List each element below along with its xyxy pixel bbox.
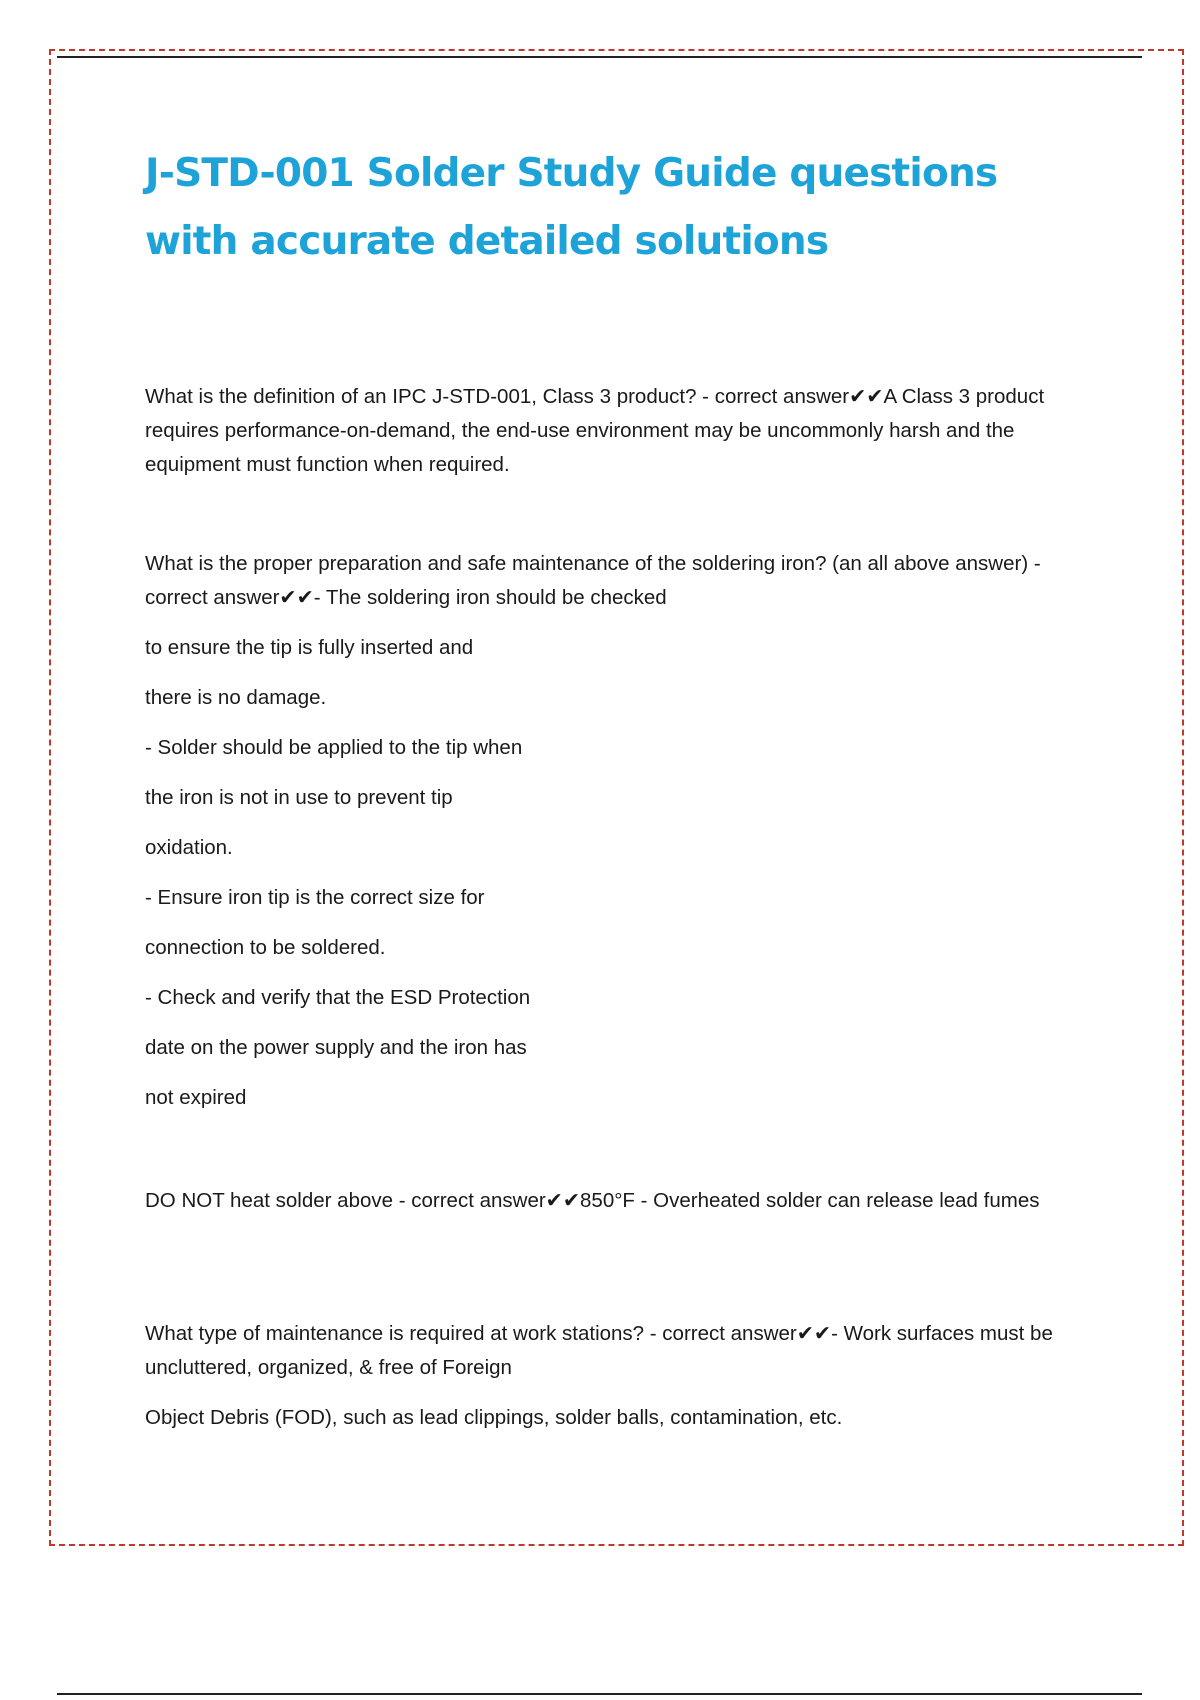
qa-text-line: date on the power supply and the iron has	[145, 1036, 527, 1059]
qa-text: What is the proper preparation and safe maintenance of the soldering iron? (an all above answer) - correct answer✔✔- The soldering iron should be checked	[145, 552, 1041, 609]
qa-item-workstation-maintenance	[145, 1317, 1085, 1435]
qa-text: DO NOT heat solder above - correct answer✔✔850°F - Overheated solder can release lead fumes	[145, 1189, 1040, 1212]
qa-text-line: connection to be soldered.	[145, 936, 386, 959]
qa-text-line: not expired	[145, 1086, 247, 1109]
qa-item-iron-maintenance	[145, 547, 1085, 1115]
qa-text: What type of maintenance is required at work stations? - correct answer✔✔- Work surfaces must be uncluttered, organized, & free of Foreign	[145, 1322, 1053, 1379]
qa-text-line: - Ensure iron tip is the correct size for	[145, 886, 485, 909]
qa-text-line: Object Debris (FOD), such as lead clippings, solder balls, contamination, etc.	[145, 1406, 843, 1429]
qa-item-solder-temperature	[145, 1184, 1085, 1218]
qa-text-line: - Check and verify that the ESD Protection	[145, 986, 531, 1009]
qa-text-line: oxidation.	[145, 836, 233, 859]
qa-text-line: there is no damage.	[145, 686, 327, 709]
qa-item-class3-definition	[145, 380, 1085, 482]
qa-text: What is the definition of an IPC J-STD-001, Class 3 product? - correct answer✔✔A Class 3 product requires performance-on-demand, the end-use environment may be uncommonly harsh and the equipment must function when required.	[145, 385, 1045, 476]
qa-text-line: to ensure the tip is fully inserted and	[145, 636, 474, 659]
qa-text-line: - Solder should be applied to the tip when	[145, 736, 523, 759]
document-title: J-STD-001 Solder Study Guide questions with accurate detailed solutions	[145, 151, 998, 264]
footer-rule	[57, 1693, 1142, 1695]
qa-text-line: the iron is not in use to prevent tip	[145, 786, 453, 809]
header-rule	[57, 56, 1142, 58]
document-body	[145, 140, 1085, 1429]
